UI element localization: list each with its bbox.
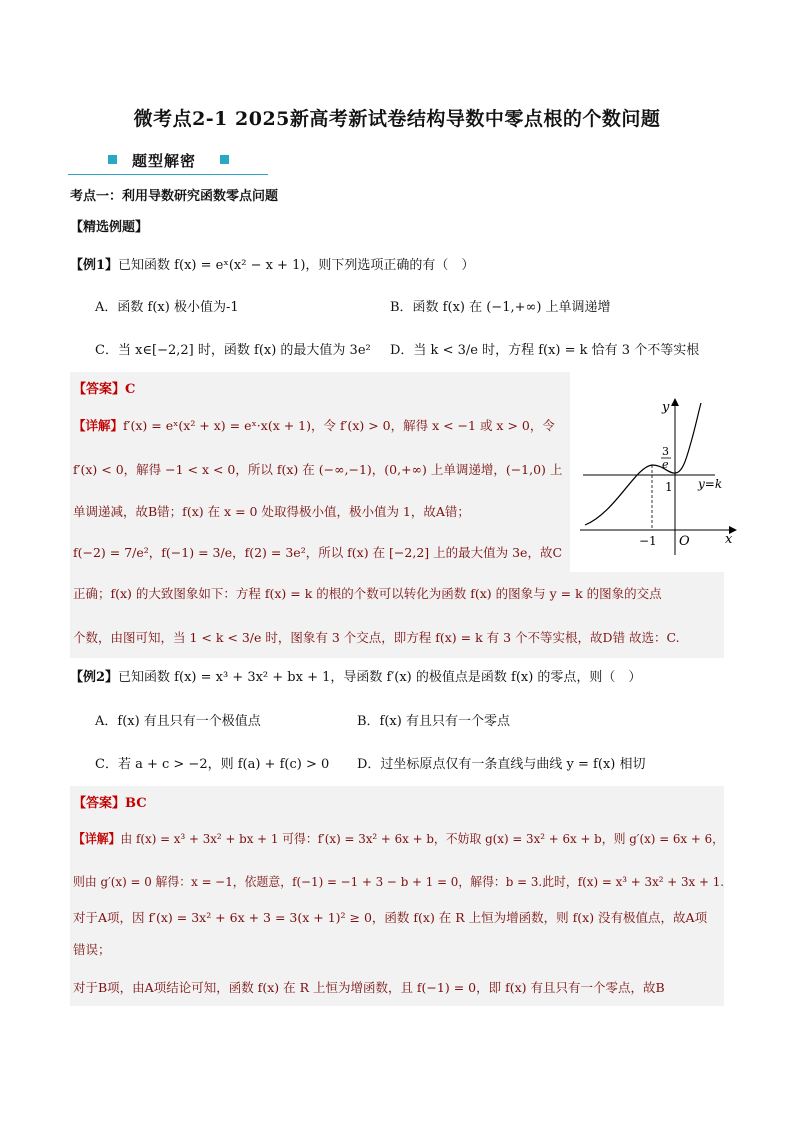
- curve: [585, 403, 701, 525]
- tick-neg1: −1: [639, 534, 657, 548]
- example2-detail-4: 错误；: [73, 942, 111, 957]
- example1-option-a: A．函数 f(x) 极小值为-1: [95, 300, 239, 315]
- example2-answer: 【答案】BC: [73, 796, 147, 811]
- jingxuan-heading: 【精选例题】: [70, 220, 149, 235]
- section-label: 题型解密: [132, 152, 197, 170]
- example1-option-b: B．函数 f(x) 在 (−1,+∞) 上单调递增: [390, 300, 611, 315]
- example1-answer: 【答案】C: [73, 382, 136, 397]
- section-header: [108, 150, 268, 172]
- tick-1: 1: [665, 480, 673, 494]
- example1-detail-6: 个数，由图可知，当 1 < k < 3/e 时，图象有 3 个交点，即方程 f(x) = k 有 3 个不等实根，故D错 故选：C.: [73, 630, 680, 645]
- example1-detail-5: 正确；f(x) 的大致图象如下：方程 f(x) = k 的根的个数可以转化为函数 f(x) 的图象与 y = k 的图象的交点: [73, 586, 662, 601]
- square-bullet-icon: [220, 155, 229, 164]
- answer-box-2: [70, 786, 724, 1006]
- origin-label: O: [679, 534, 690, 549]
- kaodian-heading: 考点一：利用导数研究函数零点问题: [70, 189, 279, 204]
- example1-option-c: C．当 x∈[−2,2] 时，函数 f(x) 的最大值为 3e²: [95, 343, 371, 358]
- example1-detail-1: [73, 416, 555, 436]
- tick-3: 3: [662, 445, 669, 458]
- example2-option-a: A．f(x) 有且只有一个极值点: [95, 714, 261, 729]
- function-graph: [575, 395, 740, 560]
- example2-text: 已知函数 f(x) = x³ + 3x² + bx + 1，导函数 f′(x) 的极值点是函数 f(x) 的零点，则（ ）: [118, 670, 642, 685]
- detail-text: f′(x) = eˣ(x² + x) = eˣ·x(x + 1)，令 f′(x) > 0，解得 x < −1 或 x > 0，令: [123, 418, 555, 433]
- detail-text: 由 f(x) = x³ + 3x² + bx + 1 可得：f′(x) = 3x² + 6x + b，不妨取 g(x) = 3x² + 6x + b，则 g′(x) = 6x + 6，: [120, 831, 724, 846]
- detail-label: 【详解】: [73, 418, 124, 433]
- example1-stem: [70, 256, 474, 276]
- example2-detail-1: [73, 829, 724, 849]
- tick-e: e: [662, 458, 669, 471]
- example2-detail-5: 对于B项，由A项结论可知，函数 f(x) 在 R 上恒为增函数，且 f(−1) = 0，即 f(x) 有且只有一个零点，故B: [73, 980, 665, 995]
- example1-option-d: D．当 k < 3/e 时，方程 f(x) = k 恰有 3 个不等实根: [390, 343, 700, 358]
- example2-label: 【例2】: [70, 670, 119, 685]
- example2-stem: [70, 668, 641, 688]
- example1-detail-3: 单调递减，故B错；f(x) 在 x = 0 处取得极小值，极小值为 1，故A错；: [73, 504, 470, 519]
- section-underline: [68, 174, 268, 175]
- example2-option-b: B．f(x) 有且只有一个零点: [357, 714, 510, 729]
- example1-detail-4: f(−2) = 7/e²，f(−1) = 3/e，f(2) = 3e²，所以 f(x) 在 [−2,2] 上的最大值为 3e，故C: [73, 545, 563, 560]
- square-bullet-icon: [108, 155, 117, 164]
- example2-detail-3: 对于A项，因 f′(x) = 3x² + 6x + 3 = 3(x + 1)² ≥ 0，函数 f(x) 在 R 上恒为增函数，则 f(x) 没有极值点，故A项: [73, 910, 708, 925]
- example2-detail-2: 则由 g′(x) = 0 解得：x = −1，依题意，f(−1) = −1 + 3 − b + 1 = 0，解得：b = 3.此时，f(x) = x³ + 3x² + 3x + 1.: [73, 874, 725, 889]
- example1-detail-2: f′(x) < 0，解得 −1 < x < 0，所以 f(x) 在 (−∞,−1)，(0,+∞) 上单调递增，(−1,0) 上: [73, 462, 563, 477]
- example1-label: 【例1】: [70, 258, 119, 273]
- y-axis-label: y: [662, 400, 670, 415]
- detail-label: 【详解】: [73, 831, 121, 846]
- example2-option-c: C．若 a + c > −2，则 f(a) + f(c) > 0: [95, 757, 330, 772]
- example1-text: 已知函数 f(x) = eˣ(x² − x + 1)，则下列选项正确的有（ ）: [118, 258, 475, 273]
- page-title: 微考点2-1 2025新高考新试卷结构导数中零点根的个数问题: [133, 108, 661, 130]
- example2-option-d: D．过坐标原点仅有一条直线与曲线 y = f(x) 相切: [357, 757, 646, 772]
- line-label: y=k: [698, 477, 723, 491]
- x-axis-label: x: [725, 532, 733, 547]
